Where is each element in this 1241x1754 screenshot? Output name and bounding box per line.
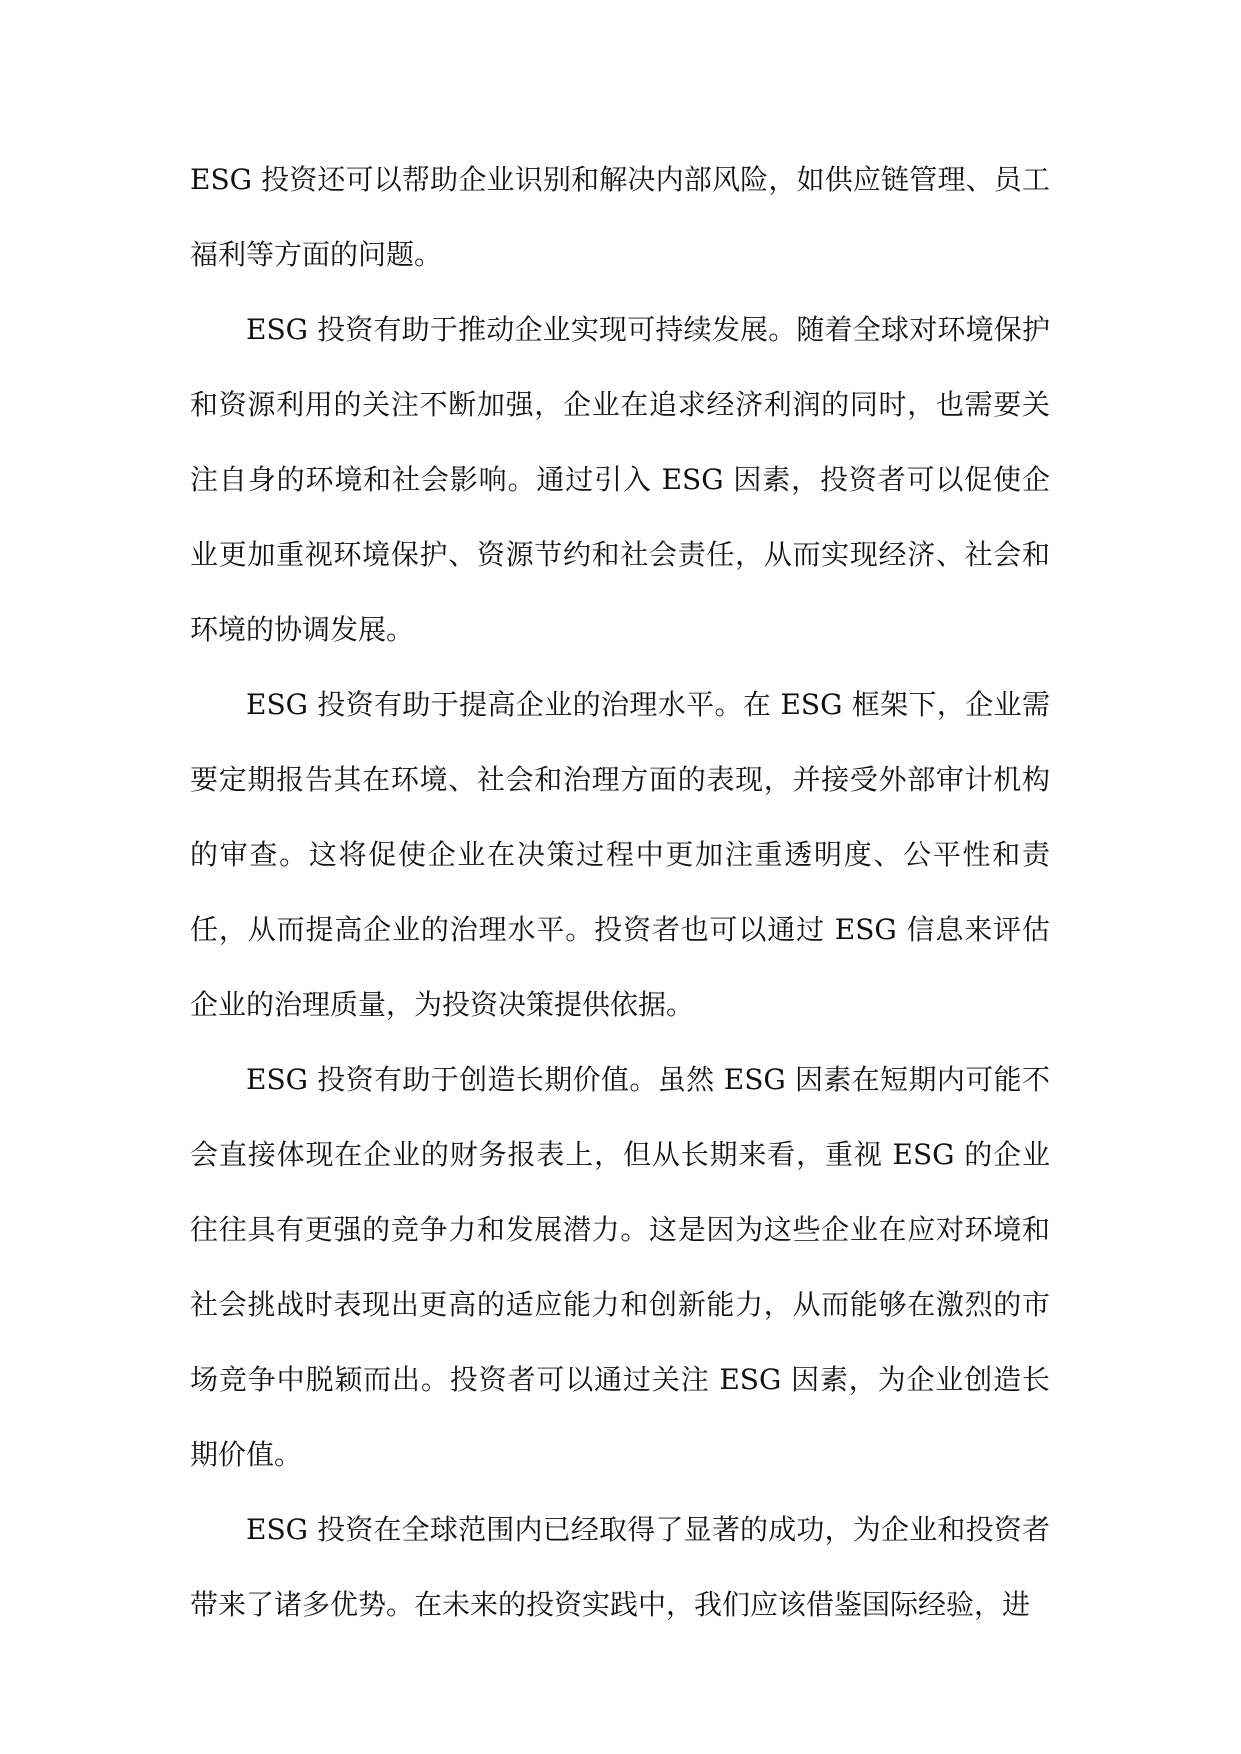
paragraph-sustainable-development: ESG 投资有助于推动企业实现可持续发展。随着全球对环境保护和资源利用的关注不断加强，企业在追求经济利润的同时，也需要关注自身的环境和社会影响。通过引入 ESG 因素，投资者可以促使企业更加重视环境保护、资源节约和社会责任，从而实现经济、社会和环境的协调发展。 [190,313,1050,646]
paragraph-governance: ESG 投资有助于提高企业的治理水平。在 ESG 框架下，企业需要定期报告其在环境、社会和治理方面的表现，并接受外部审计机构的审查。这将促使企业在决策过程中更加注重透明度、公平性和责任，从而提高企业的治理水平。投资者也可以通过 ESG 信息来评估企业的治理质量，为投资决策提供依据。 [190,688,1050,1021]
paragraph-global-success: ESG 投资在全球范围内已经取得了显著的成功，为企业和投资者带来了诸多优势。在未来的投资实践中，我们应该借鉴国际经验，进 [190,1513,1050,1621]
paragraph-internal-risk: ESG 投资还可以帮助企业识别和解决内部风险，如供应链管理、员工福利等方面的问题。 [190,163,1050,271]
document-body [190,142,1050,1642]
paragraph-long-term-value: ESG 投资有助于创造长期价值。虽然 ESG 因素在短期内可能不会直接体现在企业的财务报表上，但从长期来看，重视 ESG 的企业往往具有更强的竞争力和发展潜力。这是因为这些企业在应对环境和社会挑战时表现出更高的适应能力和创新能力，从而能够在激烈的市场竞争中脱颖而出。投资者可以通过关注 ESG 因素，为企业创造长期价值。 [190,1063,1050,1471]
